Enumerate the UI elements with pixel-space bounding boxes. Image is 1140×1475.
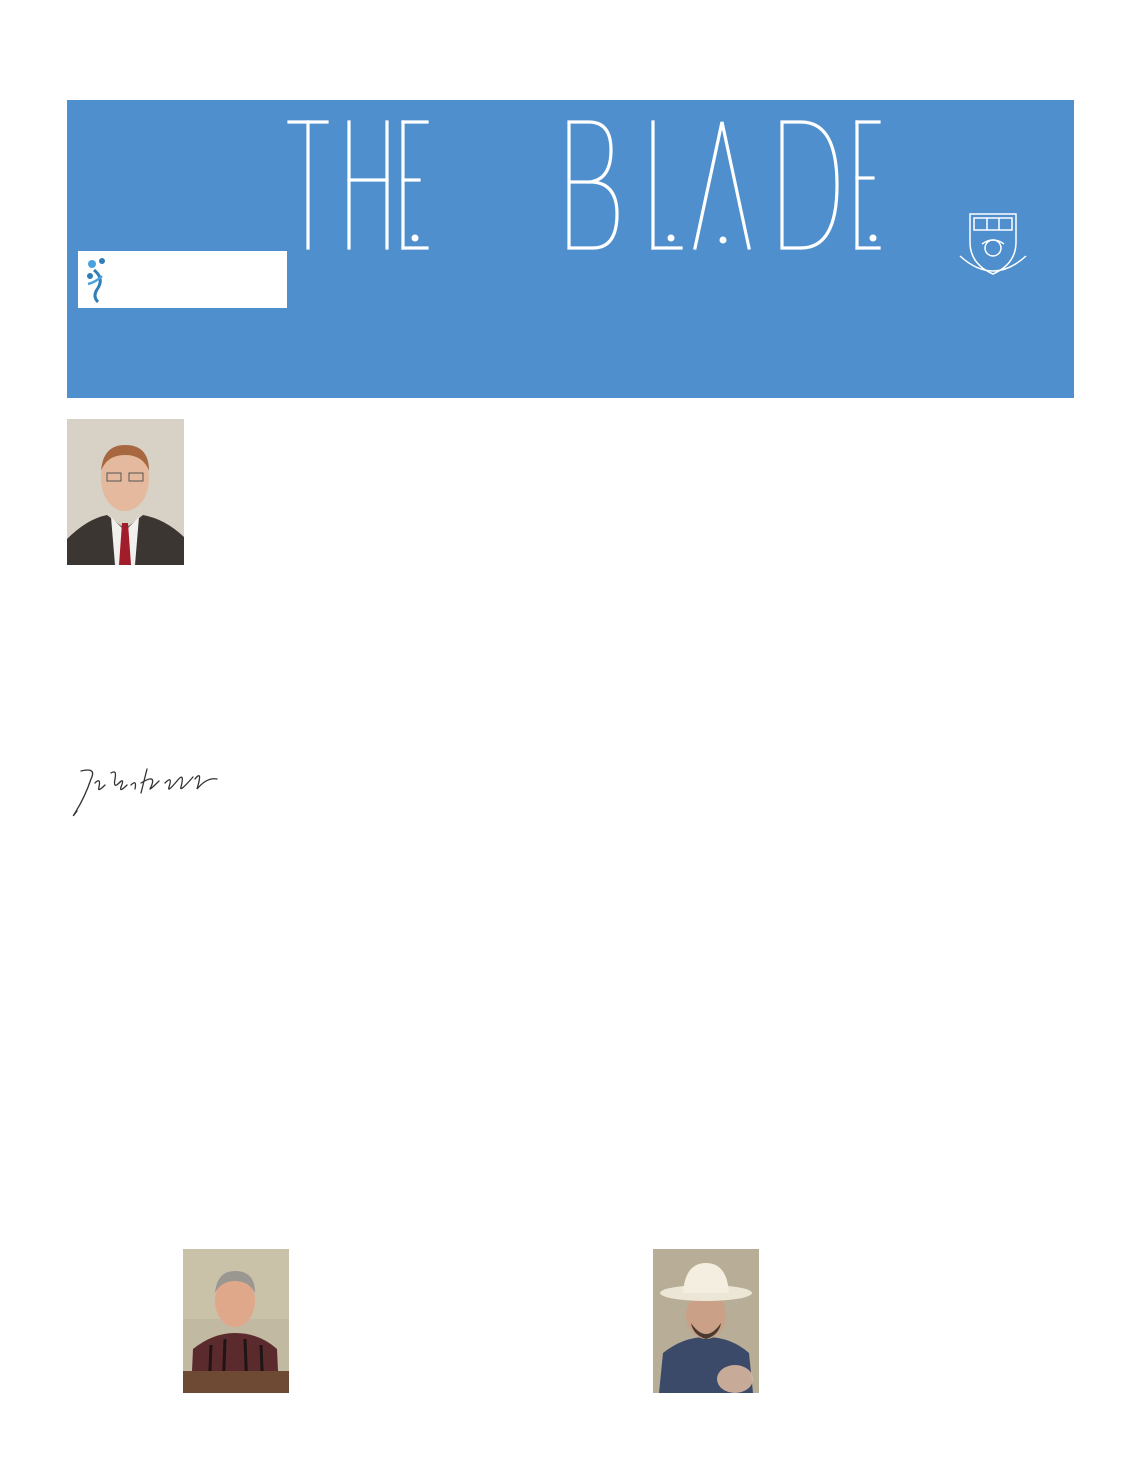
masthead: [67, 100, 1074, 398]
calgary-health-region-logo: [78, 251, 287, 308]
judge-2-photo: [653, 1249, 759, 1393]
signature: [67, 757, 247, 827]
university-of-calgary-logo: [933, 208, 1053, 328]
newsletter-title: [67, 112, 1074, 262]
crest-icon: [958, 208, 1028, 280]
judge-1-photo: [183, 1249, 289, 1393]
people-icon: [84, 256, 110, 304]
department-head-portrait: [67, 419, 184, 565]
